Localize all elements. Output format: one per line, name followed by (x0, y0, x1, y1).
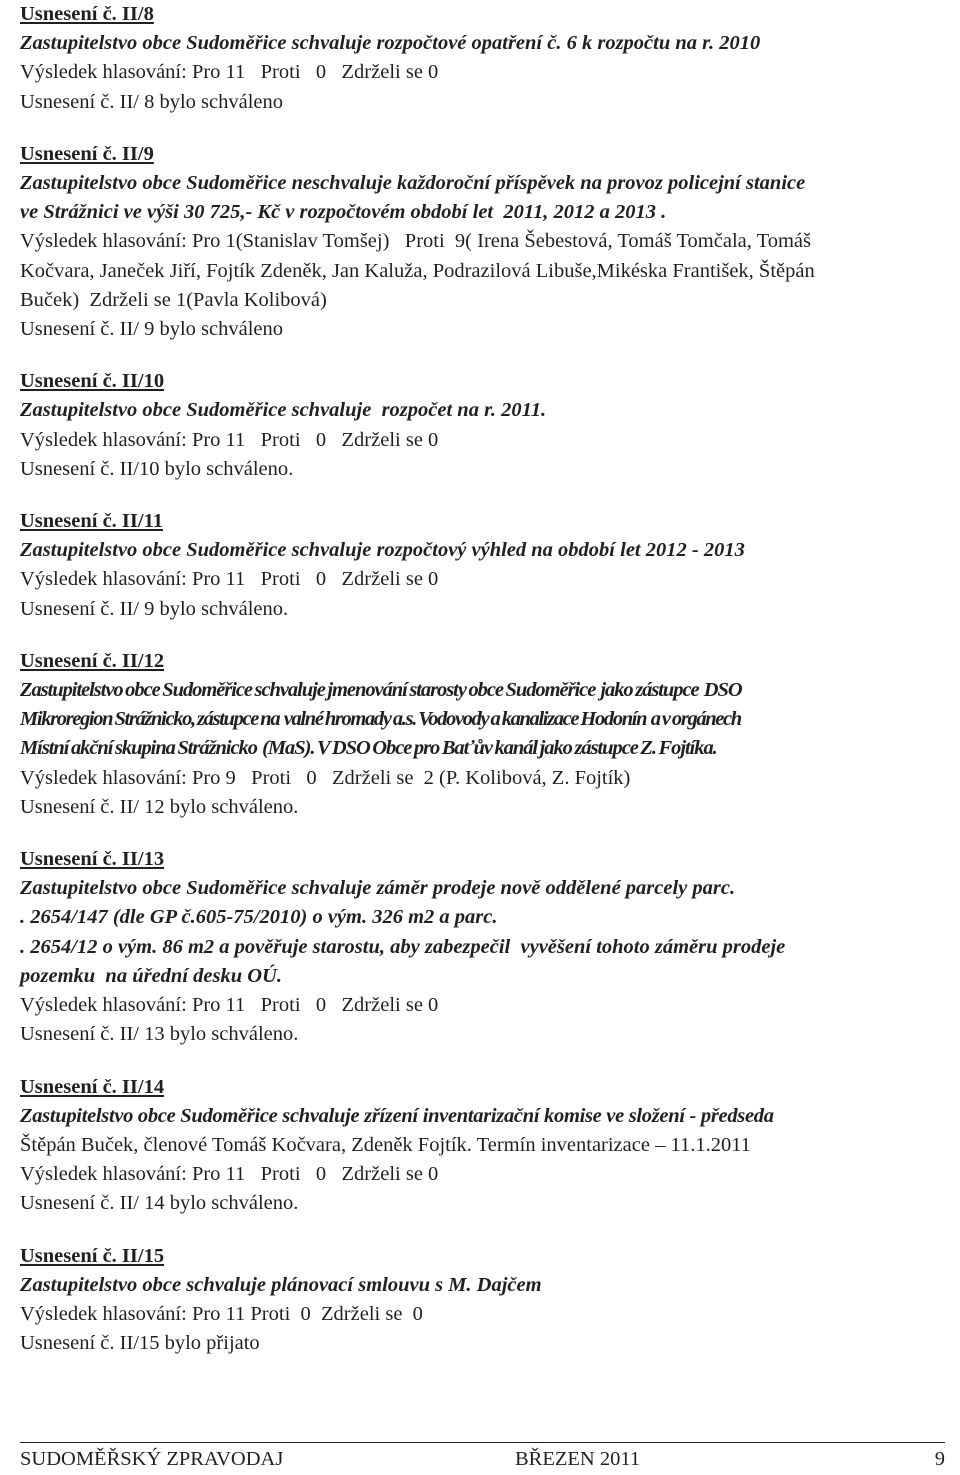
page-footer (20, 1442, 945, 1475)
resolution-text: pozemku na úřední desku OÚ. (20, 964, 282, 987)
vote-result: Kočvara, Janeček Jiří, Fojtík Zdeněk, Jan Kaluža, Podrazilová Libuše,Mikéska František, Štěpán (20, 259, 815, 282)
resolution-outcome: Usnesení č. II/ 9 bylo schváleno. (20, 597, 289, 620)
resolution-outcome: Usnesení č. II/10 bylo schváleno. (20, 457, 294, 480)
resolution-text: Zastupitelstvo obce Sudoměřice schvaluje rozpočtové opatření č. 6 k rozpočtu na r. 2010 (20, 32, 761, 55)
resolution-text: Zastupitelstvo obce Sudoměřice schvaluje zřízení inventarizační komise ve složení - předseda (20, 1104, 774, 1127)
resolution-outcome: Usnesení č. II/15 bylo přijato (20, 1332, 260, 1355)
resolution-text: Zastupitelstvo obce Sudoměřice schvaluje jmenování starosty obce Sudoměřice jako zástupce DSO (20, 679, 742, 702)
page-number: 9 (934, 1448, 945, 1470)
resolution-section (20, 0, 945, 117)
vote-result: Výsledek hlasování: Pro 11 Proti 0 Zdrželi se 0 (20, 428, 439, 451)
vote-result: Výsledek hlasování: Pro 11 Proti 0 Zdrželi se 0 (20, 994, 439, 1017)
vote-result: Výsledek hlasování: Pro 11 Proti 0 Zdrželi se 0 (20, 568, 439, 591)
resolution-heading: Usnesení č. II/11 (20, 510, 163, 533)
resolution-text: Zastupitelstvo obce Sudoměřice neschvaluje každoroční příspěvek na provoz policejní stanice (20, 172, 806, 195)
resolution-heading: Usnesení č. II/10 (20, 370, 165, 393)
resolution-text: Mikroregion Strážnicko, zástupce na valné hromady a.s. Vodovody a kanalizace Hodonín a v orgánech (20, 708, 741, 731)
committee-members: Štěpán Buček, členové Tomáš Kočvara, Zdeněk Fojtík. Termín inventarizace – 11.1.2011 (20, 1133, 751, 1156)
publication-title: SUDOMĚŘSKÝ ZPRAVODAJ (20, 1448, 284, 1470)
resolution-text: Zastupitelstvo obce Sudoměřice schvaluje záměr prodeje nově oddělené parcely parc. (20, 877, 736, 900)
issue-date: BŘEZEN 2011 (515, 1448, 641, 1470)
resolution-text: ve Strážnici ve výši 30 725,- Kč v rozpočtovém období let 2011, 2012 a 2013 . (20, 201, 667, 224)
resolution-outcome: Usnesení č. II/ 9 bylo schváleno (20, 318, 284, 341)
resolution-section (20, 647, 945, 822)
resolution-outcome: Usnesení č. II/ 13 bylo schváleno. (20, 1023, 299, 1046)
vote-result: Výsledek hlasování: Pro 11 Proti 0 Zdrželi se 0 (20, 1163, 439, 1186)
resolution-heading: Usnesení č. II/9 (20, 142, 154, 165)
resolution-section (20, 1073, 945, 1219)
resolution-heading: Usnesení č. II/15 (20, 1244, 165, 1267)
resolution-heading: Usnesení č. II/14 (20, 1075, 165, 1098)
vote-result: Výsledek hlasování: Pro 11 Proti 0 Zdrželi se 0 (20, 61, 439, 84)
resolution-text: Zastupitelstvo obce Sudoměřice schvaluje rozpočet na r. 2011. (20, 399, 547, 422)
resolution-heading: Usnesení č. II/12 (20, 649, 165, 672)
resolution-section (20, 1242, 945, 1359)
resolution-text: . 2654/12 o vým. 86 m2 a pověřuje starostu, aby zabezpečil vyvěšení tohoto záměru prodeje (20, 935, 786, 958)
vote-result: Buček) Zdrželi se 1(Pavla Kolibová) (20, 288, 327, 311)
vote-result: Výsledek hlasování: Pro 1(Stanislav Tomšej) Proti 9( Irena Šebestová, Tomáš Tomčala, Tomáš (20, 230, 811, 253)
vote-result: Výsledek hlasování: Pro 9 Proti 0 Zdrželi se 2 (P. Kolibová, Z. Fojtík) (20, 766, 631, 789)
resolution-text: Zastupitelstvo obce schvaluje plánovací smlouvu s M. Dajčem (20, 1273, 542, 1296)
resolution-section (20, 367, 945, 484)
resolution-section (20, 845, 945, 1049)
resolution-heading: Usnesení č. II/8 (20, 3, 154, 25)
resolution-text: Zastupitelstvo obce Sudoměřice schvaluje rozpočtový výhled na období let 2012 - 2013 (20, 539, 745, 562)
resolution-outcome: Usnesení č. II/ 8 bylo schváleno (20, 90, 284, 113)
resolution-outcome: Usnesení č. II/ 14 bylo schváleno. (20, 1192, 299, 1215)
resolution-section (20, 140, 945, 344)
document-page (20, 0, 945, 1381)
resolution-heading: Usnesení č. II/13 (20, 848, 165, 871)
resolution-text: . 2654/147 (dle GP č.605-75/2010) o vým. 326 m2 a parc. (20, 906, 498, 929)
resolution-text: Místní akční skupina Strážnicko (MaS). V DSO Obce pro Baťův kanál jako zástupce Z. Fojtíka. (20, 737, 717, 760)
resolution-outcome: Usnesení č. II/ 12 bylo schváleno. (20, 795, 299, 818)
resolution-section (20, 507, 945, 624)
vote-result: Výsledek hlasování: Pro 11 Proti 0 Zdrželi se 0 (20, 1302, 423, 1325)
